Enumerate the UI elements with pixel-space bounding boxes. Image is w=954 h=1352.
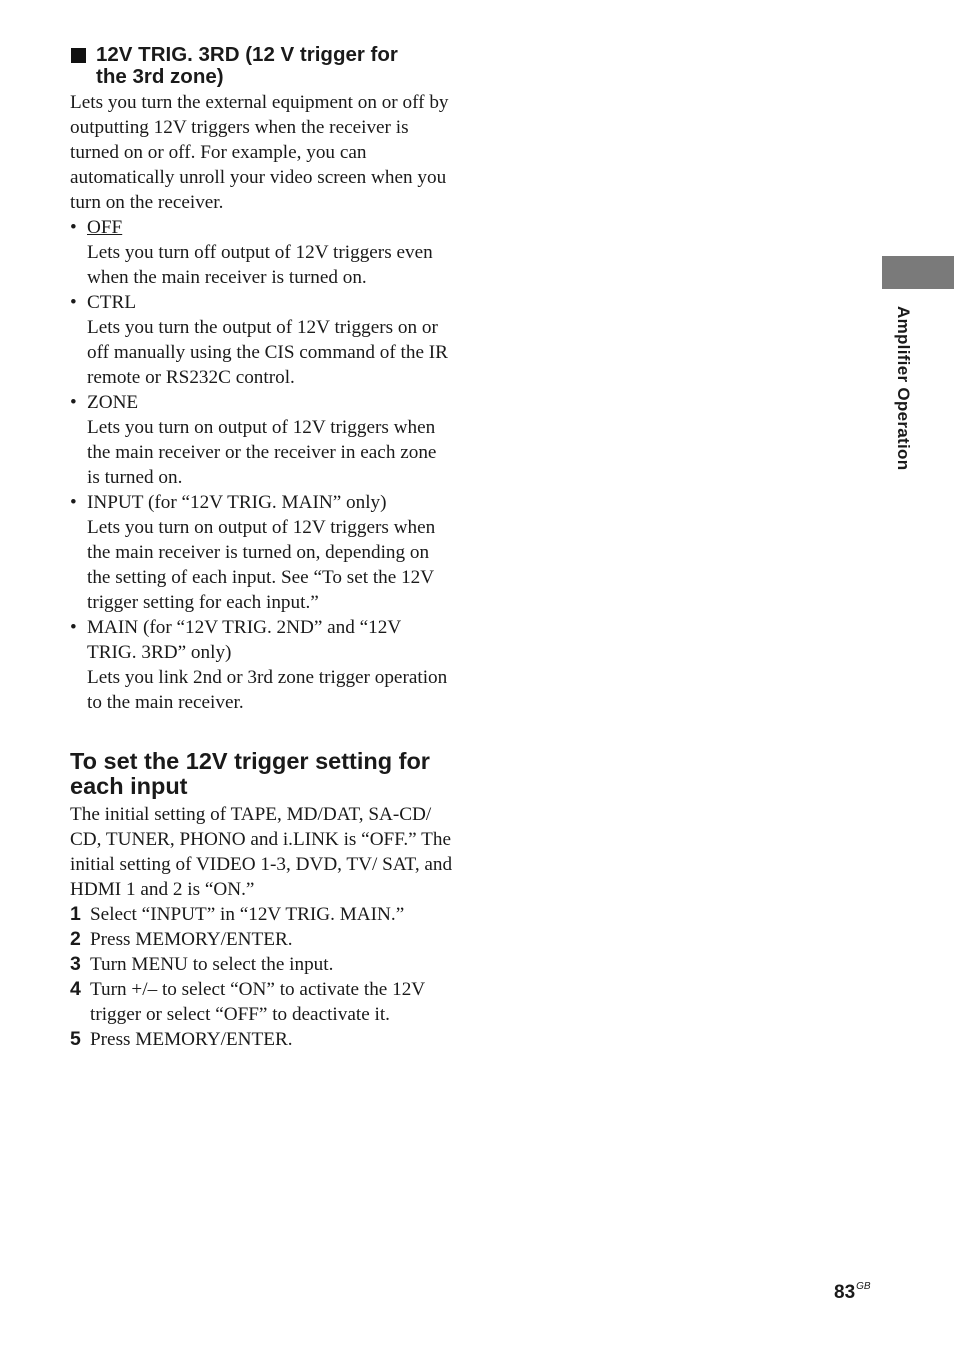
step-text: Select “INPUT” in “12V TRIG. MAIN.” bbox=[90, 904, 405, 925]
step-list bbox=[70, 902, 454, 1052]
option-item bbox=[70, 290, 454, 390]
subsection-title bbox=[70, 749, 454, 799]
option-description: Lets you turn on output of 12V triggers when the main receiver is turned on, depending on the setting of each input. See “To set the 12V trigger setting for each input.” bbox=[87, 517, 436, 613]
bullet-icon: • bbox=[70, 392, 77, 413]
main-column bbox=[70, 44, 454, 1052]
step-item bbox=[70, 952, 454, 977]
step-number: 2 bbox=[70, 928, 81, 950]
section-heading-line1: 12V TRIG. 3RD (12 V trigger for bbox=[96, 43, 398, 66]
step-text: Press MEMORY/ENTER. bbox=[90, 1029, 293, 1050]
page-number-suffix: GB bbox=[856, 1281, 871, 1292]
option-item bbox=[70, 390, 454, 490]
step-text: Turn +/– to select “ON” to activate the 12V trigger or select “OFF” to deactivate it. bbox=[90, 979, 425, 1025]
step-item bbox=[70, 927, 454, 952]
section-heading bbox=[70, 44, 454, 88]
square-bullet-icon bbox=[71, 48, 86, 63]
option-description: Lets you turn the output of 12V triggers on or off manually using the CIS command of the IR remote or RS232C control. bbox=[87, 317, 448, 388]
option-label: ZONE bbox=[87, 392, 139, 413]
option-item bbox=[70, 615, 454, 715]
step-item bbox=[70, 977, 454, 1027]
section-heading-line2: the 3rd zone) bbox=[96, 65, 224, 88]
step-text: Press MEMORY/ENTER. bbox=[90, 929, 293, 950]
subsection-title-line1: To set the 12V trigger setting for bbox=[70, 748, 430, 774]
option-description: Lets you link 2nd or 3rd zone trigger operation to the main receiver. bbox=[87, 667, 448, 713]
step-number: 1 bbox=[70, 903, 81, 925]
step-item bbox=[70, 902, 454, 927]
option-description: Lets you turn off output of 12V triggers even when the main receiver is turned on. bbox=[87, 242, 433, 288]
subsection-title-line2: each input bbox=[70, 773, 188, 799]
chapter-tab-marker bbox=[882, 256, 954, 289]
chapter-side-label: Amplifier Operation bbox=[894, 306, 913, 471]
bullet-icon: • bbox=[70, 617, 77, 638]
option-description: Lets you turn on output of 12V triggers when the main receiver or the receiver in each zone is turned on. bbox=[87, 417, 437, 488]
bullet-icon: • bbox=[70, 492, 77, 513]
option-label: OFF bbox=[87, 217, 123, 238]
step-item bbox=[70, 1027, 454, 1052]
option-label: CTRL bbox=[87, 292, 137, 313]
bullet-icon: • bbox=[70, 217, 77, 238]
step-number: 4 bbox=[70, 978, 81, 1000]
page-number bbox=[834, 1281, 871, 1304]
step-text: Turn MENU to select the input. bbox=[90, 954, 334, 975]
step-number: 3 bbox=[70, 953, 81, 975]
option-item bbox=[70, 215, 454, 290]
option-list bbox=[70, 215, 454, 715]
subsection-intro: The initial setting of TAPE, MD/DAT, SA-CD/ CD, TUNER, PHONO and i.LINK is “OFF.” The initial setting of VIDEO 1-3, DVD, TV/ SAT, and HDMI 1 and 2 is “ON.” bbox=[70, 804, 453, 900]
option-item bbox=[70, 490, 454, 615]
step-number: 5 bbox=[70, 1028, 81, 1050]
option-label: INPUT (for “12V TRIG. MAIN” only) bbox=[87, 492, 387, 513]
section-intro: Lets you turn the external equipment on or off by outputting 12V triggers when the receiver is turned on or off. For example, you can automatically unroll your video screen when you turn on the receiver. bbox=[70, 92, 449, 213]
option-label: MAIN (for “12V TRIG. 2ND” and “12V TRIG. 3RD” only) bbox=[87, 617, 401, 663]
bullet-icon: • bbox=[70, 292, 77, 313]
page-number-value: 83 bbox=[834, 1282, 856, 1303]
